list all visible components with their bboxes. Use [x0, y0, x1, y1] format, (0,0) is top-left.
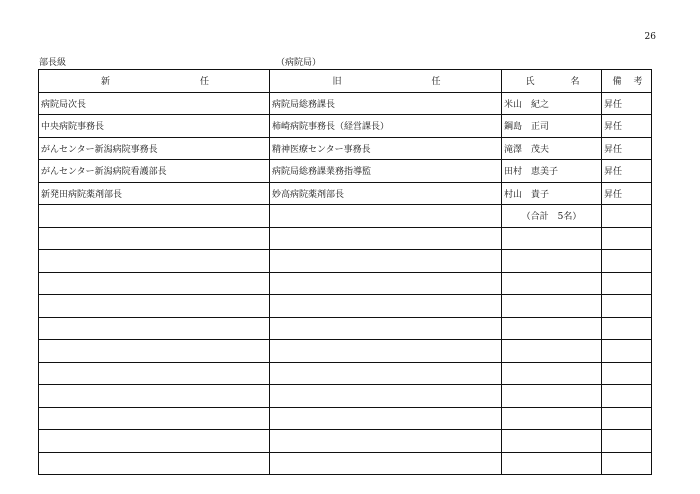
- old-post-cell: [270, 430, 502, 453]
- name-cell: [502, 295, 602, 318]
- header-name: [502, 70, 602, 93]
- note-cell: 昇任: [602, 115, 652, 138]
- old-post-cell: [270, 227, 502, 250]
- blank-row: [39, 362, 652, 385]
- old-post-cell: 精神医療センター事務長: [270, 137, 502, 160]
- header-note: [602, 70, 652, 93]
- old-post-cell: [270, 340, 502, 363]
- header-note-char-2: 考: [633, 77, 643, 88]
- old-post-cell: 柿崎病院事務長（経営課長）: [270, 115, 502, 138]
- new-post-cell: [39, 250, 270, 273]
- blank-row: [39, 317, 652, 340]
- note-cell: 昇任: [602, 92, 652, 115]
- name-cell: [502, 452, 602, 475]
- header-name-char-2: 名: [570, 77, 580, 88]
- name-cell: 田村 恵美子: [502, 160, 602, 183]
- note-cell: [602, 205, 652, 228]
- table-row: [39, 160, 652, 183]
- note-cell: [602, 250, 652, 273]
- old-post-cell: [270, 317, 502, 340]
- name-cell: [502, 272, 602, 295]
- name-cell: 鋼島 正司: [502, 115, 602, 138]
- table-header-row: [39, 70, 652, 93]
- note-cell: [602, 385, 652, 408]
- new-post-cell: がんセンター新潟病院看護部長: [39, 160, 270, 183]
- header-new-post-char-2: 任: [200, 77, 210, 88]
- old-post-cell: [270, 205, 502, 228]
- note-cell: 昇任: [602, 182, 652, 205]
- new-post-cell: 中央病院事務長: [39, 115, 270, 138]
- note-cell: [602, 272, 652, 295]
- new-post-cell: 新発田病院薬剤部長: [39, 182, 270, 205]
- blank-row: [39, 250, 652, 273]
- total-row: [39, 205, 652, 228]
- blank-row: [39, 452, 652, 475]
- blank-row: [39, 295, 652, 318]
- new-post-cell: がんセンター新潟病院事務長: [39, 137, 270, 160]
- name-cell: [502, 385, 602, 408]
- note-cell: [602, 227, 652, 250]
- header-new-post-char-1: 新: [100, 77, 110, 88]
- header-old-post-char-2: 任: [431, 77, 441, 88]
- total-count: （合計 5名）: [502, 205, 602, 228]
- old-post-cell: [270, 385, 502, 408]
- new-post-cell: [39, 272, 270, 295]
- note-cell: [602, 407, 652, 430]
- new-post-cell: [39, 205, 270, 228]
- name-cell: 米山 紀之: [502, 92, 602, 115]
- new-post-cell: 病院局次長: [39, 92, 270, 115]
- old-post-cell: [270, 295, 502, 318]
- blank-row: [39, 340, 652, 363]
- note-cell: [602, 362, 652, 385]
- old-post-cell: [270, 272, 502, 295]
- name-cell: [502, 430, 602, 453]
- blank-row: [39, 430, 652, 453]
- category-label: 部長級: [39, 58, 67, 68]
- new-post-cell: [39, 407, 270, 430]
- table-row: [39, 137, 652, 160]
- table-row: [39, 92, 652, 115]
- old-post-cell: [270, 452, 502, 475]
- old-post-cell: [270, 250, 502, 273]
- table-row: [39, 115, 652, 138]
- note-cell: [602, 452, 652, 475]
- old-post-cell: [270, 362, 502, 385]
- name-cell: [502, 250, 602, 273]
- page-number: 26: [644, 32, 656, 42]
- new-post-cell: [39, 227, 270, 250]
- blank-row: [39, 272, 652, 295]
- blank-row: [39, 407, 652, 430]
- note-cell: [602, 295, 652, 318]
- old-post-cell: [270, 407, 502, 430]
- old-post-cell: 病院局総務課長: [270, 92, 502, 115]
- old-post-cell: 病院局総務課業務指導監: [270, 160, 502, 183]
- new-post-cell: [39, 452, 270, 475]
- new-post-cell: [39, 340, 270, 363]
- name-cell: 滝澤 茂夫: [502, 137, 602, 160]
- note-cell: [602, 317, 652, 340]
- blank-row: [39, 385, 652, 408]
- name-cell: [502, 340, 602, 363]
- new-post-cell: [39, 430, 270, 453]
- new-post-cell: [39, 317, 270, 340]
- name-cell: [502, 317, 602, 340]
- name-cell: [502, 227, 602, 250]
- header-new-post: [39, 70, 270, 93]
- section-label: （病院局）: [276, 58, 322, 68]
- header-old-post-char-1: 旧: [332, 77, 342, 88]
- new-post-cell: [39, 362, 270, 385]
- personnel-table: [38, 69, 652, 475]
- note-cell: 昇任: [602, 160, 652, 183]
- name-cell: [502, 362, 602, 385]
- name-cell: 村山 貴子: [502, 182, 602, 205]
- note-cell: [602, 430, 652, 453]
- name-cell: [502, 407, 602, 430]
- blank-rows: [39, 227, 652, 475]
- old-post-cell: 妙高病院薬剤部長: [270, 182, 502, 205]
- table-row: [39, 182, 652, 205]
- note-cell: 昇任: [602, 137, 652, 160]
- header-name-char-1: 氏: [525, 77, 535, 88]
- header-old-post: [270, 70, 502, 93]
- note-cell: [602, 340, 652, 363]
- new-post-cell: [39, 295, 270, 318]
- header-note-char-1: 備: [612, 77, 622, 88]
- blank-row: [39, 227, 652, 250]
- new-post-cell: [39, 385, 270, 408]
